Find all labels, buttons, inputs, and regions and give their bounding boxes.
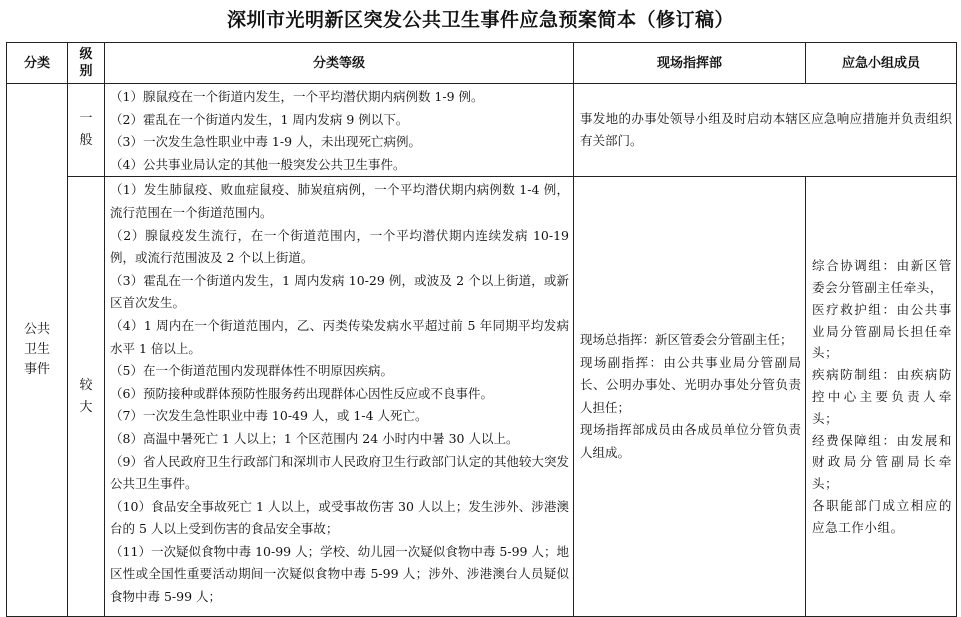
plan-table [6,42,957,617]
event-type-line: 事件 [23,362,50,378]
grade-item: （8）高温中暑死亡 1 人以上；1 个区范围内 24 小时内中暑 30 人以上。 [110,430,519,446]
header-row [7,43,957,84]
team-item: 疾病防制组：由疾病防控中心主要负责人牵头； [812,367,952,426]
general-row [7,84,957,177]
grade-item: （11）一次疑似食物中毒 10-99 人；学校、幼儿园一次疑似食物中毒 5-99 人；地区性或全国性重要活动期间一次疑似食物中毒 5-99 人；涉外、涉港澳台人员疑似食物中毒 5-99 人； [110,543,569,605]
team-item: 医疗救护组：由公共事业局分管副局长担任牵头； [812,301,952,361]
grade-item: （4）公共事业局认定的其他一般突发公共卫生事件。 [110,156,406,172]
event-type-cell [7,84,68,617]
grade-item: （2）腺鼠疫发生流行，在一个街道范围内，一个平均潜伏期内连续发病 10-19 例，或流行范围波及 2 个以上街道。 [110,227,569,266]
header-class: 分类 [7,43,68,84]
general-grades-cell [105,84,574,177]
event-type-line: 卫生 [23,342,50,358]
major-command-cell [574,177,806,617]
command-item: 现场总指挥：新区管委会分管副主任； [580,332,793,348]
major-team-cell [806,177,957,617]
general-level-line: 一 [79,111,93,127]
grade-item: （1）腺鼠疫在一个街道内发生，一个平均潜伏期内病例数 1-9 例。 [110,89,484,104]
major-level-cell [68,177,105,617]
grade-item: （5）在一个街道范围内发现群体性不明原因疾病。 [110,363,393,379]
general-command-text: 事发地的办事处领导小组及时启动本辖区应急响应措施并负责组织有关部门。 [580,110,952,149]
grade-item: （10）食品安全事故死亡 1 人以上，或受事故伤害 30 人以上；发生涉外、涉港澳台的 5 人以上受到伤害的食品安全事故； [110,498,569,537]
header-level-line-1: 级 [79,47,93,62]
major-row [7,177,957,617]
header-grade: 分类等级 [105,43,574,84]
grade-item: （1）发生肺鼠疫、败血症鼠疫、肺炭疽病例，一个平均潜伏期内病例数 1-4 例，流行范围在一个街道范围内。 [110,182,569,220]
team-item: 各职能部门成立相应的应急工作小组。 [812,497,952,535]
page-title: 深圳市光明新区突发公共卫生事件应急预案简本（修订稿） [226,9,734,31]
header-level-line-2: 别 [79,64,93,79]
general-level-cell [68,84,105,177]
event-type-line: 公共 [23,322,50,338]
header-command: 现场指挥部 [574,43,806,84]
command-item: 现场副指挥：由公共事业局分管副局长、公明办事处、光明办事处分管负责人担任； [580,354,801,415]
major-level-line: 较 [79,377,93,393]
general-command-cell [574,84,957,177]
team-item: 综合协调组：由新区管委会分管副主任牵头， [812,258,952,295]
grade-item: （2）霍乱在一个街道内发生，1 周内发病 9 例以下。 [110,111,409,127]
grade-item: （3）一次发生急性职业中毒 1-9 人，未出现死亡病例。 [110,134,422,150]
grade-item: （7）一次发生急性职业中毒 10-49 人，或 1-4 人死亡。 [110,408,428,424]
grade-item: （6）预防接种或群体预防性服务药出现群体心因性反应或不良事件。 [110,385,493,401]
header-team: 应急小组成员 [806,43,957,84]
major-grades-cell [105,177,574,617]
grade-item: （3）霍乱在一个街道内发生，1 周内发病 10-29 例，或波及 2 个以上街道，或新区首次发生。 [110,272,569,311]
grade-item: （9）省人民政府卫生行政部门和深圳市人民政府卫生行政部门认定的其他较大突发公共卫生事件。 [110,453,569,492]
major-level-line: 大 [79,399,93,415]
header-level [68,43,105,84]
general-level-line: 般 [79,133,93,149]
team-item: 经费保障组：由发展和财政局分管副局长牵头； [812,432,952,492]
grade-item: （4）1 周内在一个街道范围内，乙、丙类传染发病水平超过前 5 年同期平均发病水平 1 倍以上。 [110,317,569,356]
command-item: 现场指挥部成员由各成员单位分管负责人组成。 [580,422,801,461]
